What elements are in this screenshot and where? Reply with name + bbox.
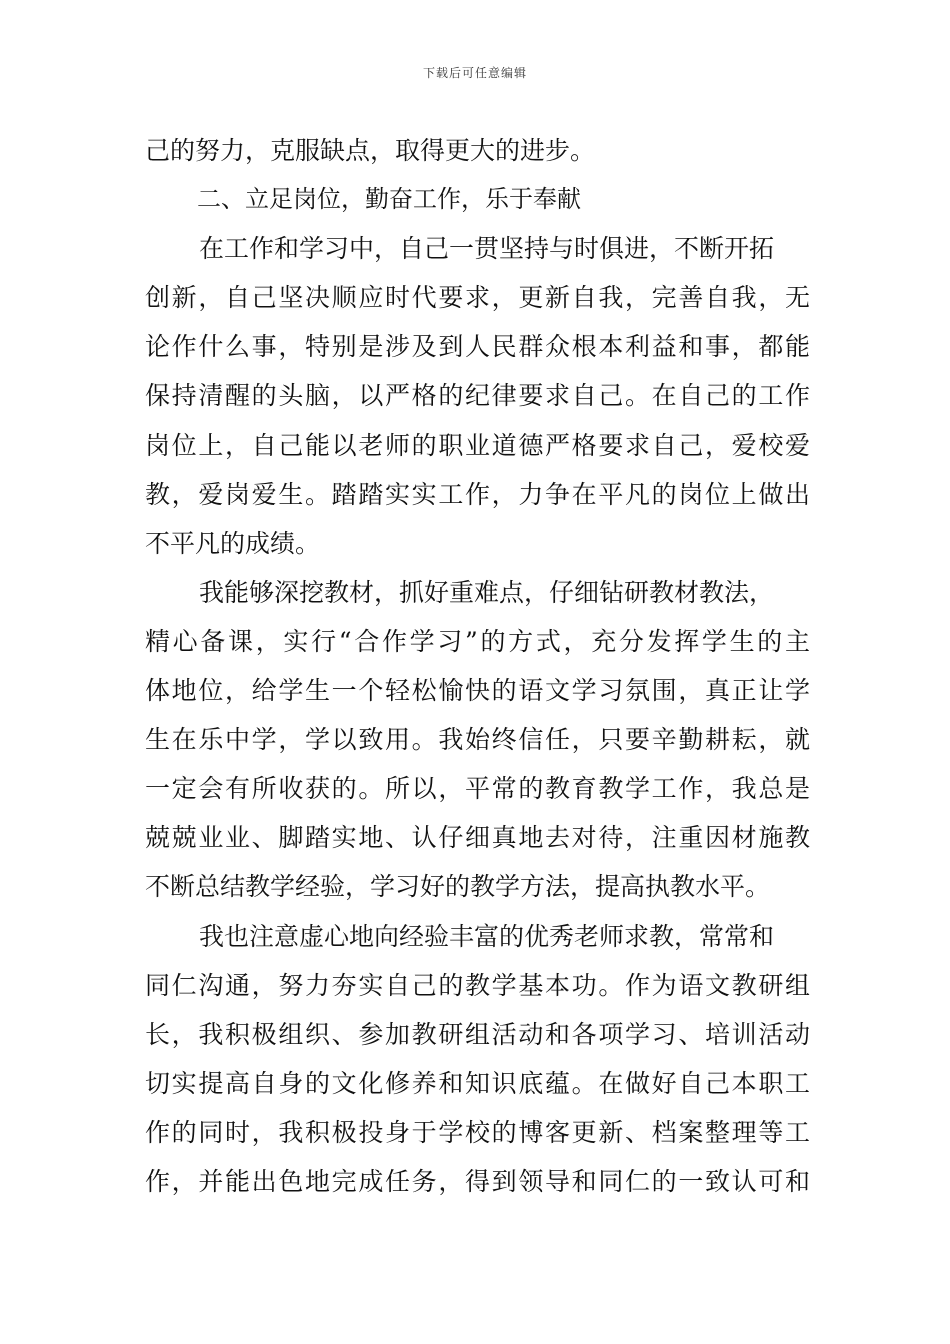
text-line: 我也注意虚心地向经验丰富的优秀老师求教，常常和 (199, 921, 775, 951)
page-header: 下载后可任意编辑 (422, 66, 527, 80)
text-line: 不断总结教学经验，学习好的教学方法，提高执教水平。 (145, 872, 771, 902)
text-line: 作的同时，我积极投身于学校的博客更新、档案整理等工 (145, 1117, 810, 1147)
text-line: 创新，自己坚决顺应时代要求，更新自我，完善自我，无 (145, 283, 810, 313)
text-line: 生在乐中学，学以致用。我始终信任，只要辛勤耕耘，就 (145, 725, 810, 755)
text-line: 我能够深挖教材，抓好重难点，仔细钻研教材教法， (199, 577, 775, 607)
text-line: 一定会有所收获的。所以，平常的教育教学工作，我总是 (145, 774, 810, 804)
text-line: 己的努力，克服缺点，取得更大的进步。 (145, 136, 596, 165)
text-line: 保持清醒的头脑，以严格的纪律要求自己。在自己的工作 (145, 381, 810, 411)
text-line: 同仁沟通，努力夯实自己的教学基本功。作为语文教研组 (145, 970, 810, 1000)
text-line: 论作什么事，特别是涉及到人民群众根本利益和事，都能 (145, 332, 810, 362)
document-body (145, 126, 810, 1206)
text-line: 长，我积极组织、参加教研组活动和各项学习、培训活动 (145, 1019, 810, 1049)
text-line: 精心备课，实行“合作学习”的方式，充分发挥学生的主 (145, 626, 810, 656)
text-line: 切实提高自身的文化修养和知识底蕴。在做好自己本职工 (145, 1068, 810, 1098)
text-line: 体地位，给学生一个轻松愉快的语文学习氛围，真正让学 (145, 676, 810, 706)
text-line: 作，并能出色地完成任务，得到领导和同仁的一致认可和 (145, 1166, 810, 1196)
text-line: 在工作和学习中，自己一贯坚持与时俱进，不断开拓 (199, 234, 775, 264)
text-line: 兢兢业业、脚踏实地、认仔细真地去对待，注重因材施教 (145, 823, 810, 853)
text-line: 教，爱岗爱生。踏踏实实工作，力争在平凡的岗位上做出 (145, 479, 810, 509)
text-line: 不平凡的成绩。 (145, 528, 321, 558)
section-heading: 二、立足岗位，勤奋工作，乐于奉献 (197, 185, 581, 214)
text-line: 岗位上，自己能以老师的职业道德严格要求自己，爱校爱 (145, 430, 810, 460)
